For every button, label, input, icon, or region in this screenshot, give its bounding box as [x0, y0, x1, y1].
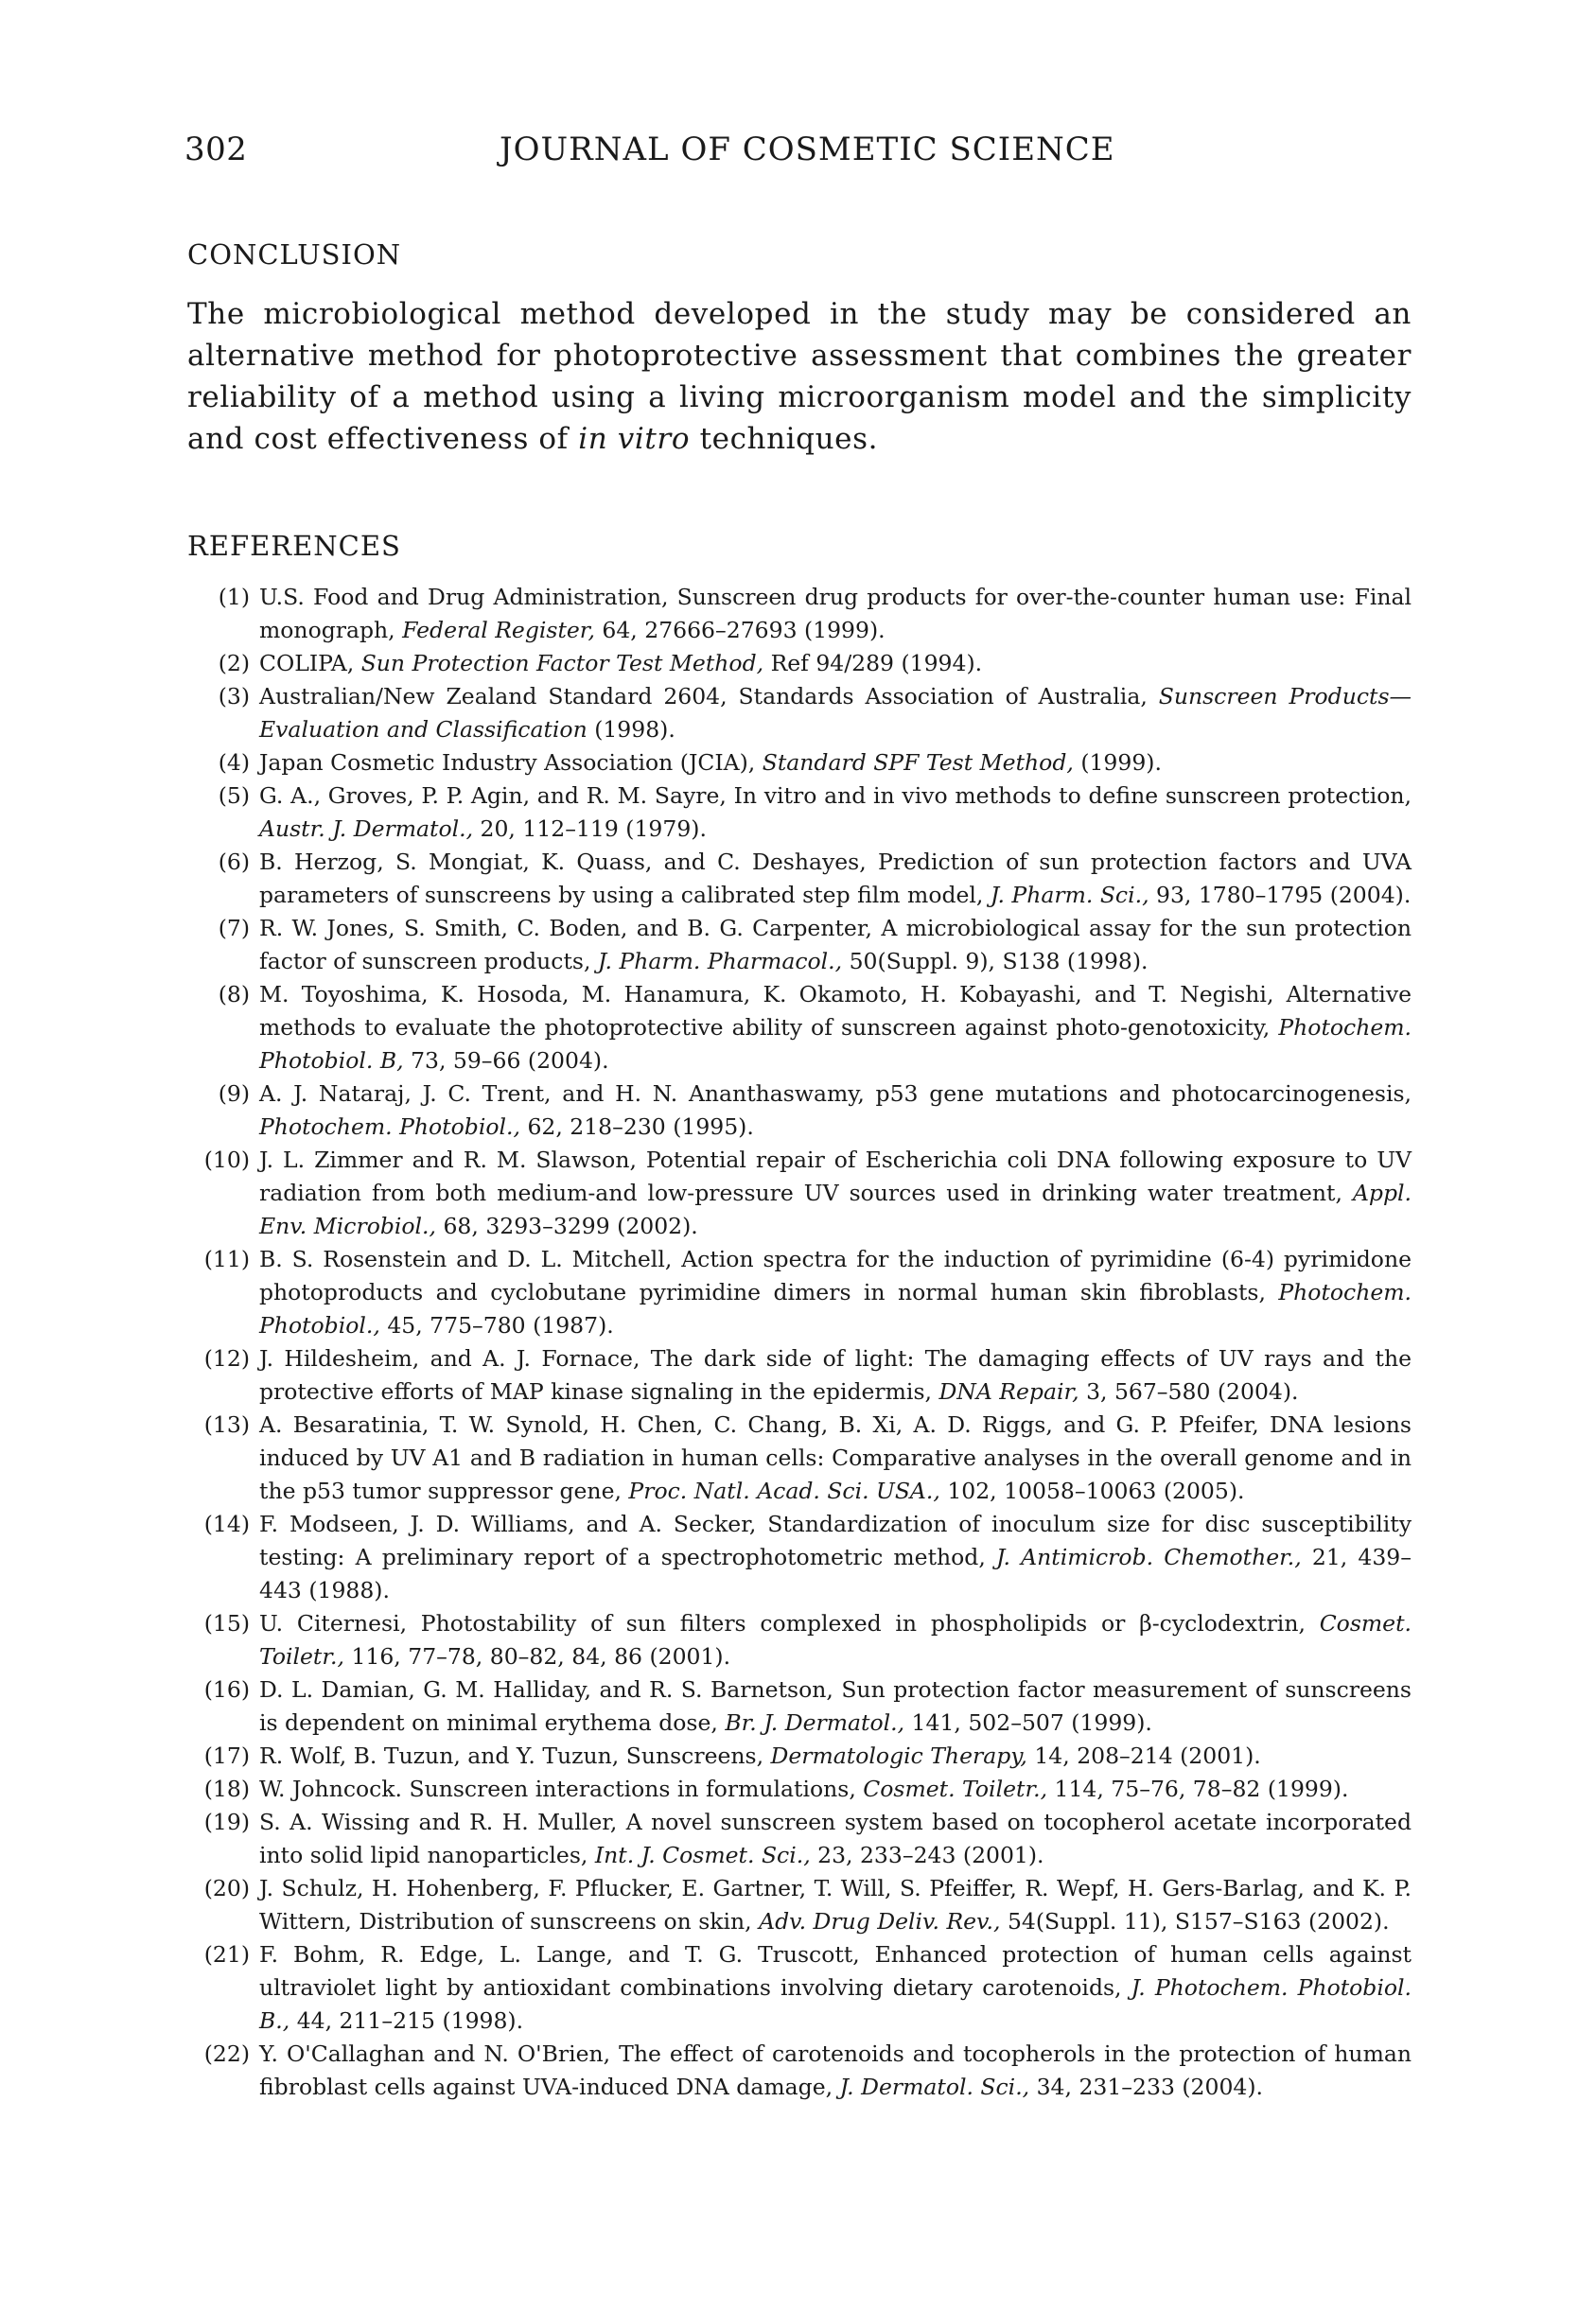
- reference-source: Int. J. Cosmet. Sci.,: [594, 1842, 811, 1868]
- reference-source: DNA Repair,: [938, 1378, 1079, 1405]
- reference-volume-pages: 141, 502–507 (1999).: [904, 1709, 1152, 1736]
- reference-number: (2): [218, 650, 250, 676]
- reference-source: Cosmet. Toiletr.,: [863, 1776, 1048, 1802]
- reference-item: [187, 1938, 1412, 2038]
- conclusion-section: [187, 238, 1412, 489]
- reference-number: (1): [218, 584, 250, 610]
- reference-item: [187, 912, 1412, 978]
- reference-text: Y. O'Callaghan and N. O'Brien, The effect of carotenoids and tocopherols in the protection of human fibroblast cells against UVA-induced DNA damage,: [259, 2041, 1412, 2100]
- reference-volume-pages: 44, 211–215 (1998).: [289, 2007, 524, 2034]
- reference-volume-pages: 62, 218–230 (1995).: [519, 1113, 754, 1140]
- reference-source: Sunscreen Products—Evaluation and Classification: [259, 683, 1412, 743]
- reference-volume-pages: 93, 1780–1795 (2004).: [1149, 882, 1412, 908]
- reference-number: (6): [218, 849, 250, 875]
- reference-number: (19): [203, 1809, 250, 1835]
- reference-number: (17): [203, 1743, 250, 1769]
- reference-text: J. Hildesheim, and A. J. Fornace, The dark side of light: The damaging effects of UV rays and the protective efforts of MAP kinase signaling in the epidermis,: [259, 1345, 1412, 1405]
- reference-number: (8): [218, 981, 250, 1007]
- reference-source: Standard SPF Test Method,: [762, 749, 1074, 776]
- reference-number: (3): [218, 683, 250, 709]
- reference-item: [187, 1409, 1412, 1508]
- reference-source: Cosmet. Toiletr.,: [259, 1610, 1412, 1670]
- reference-source: Photochem. Photobiol. B,: [259, 1014, 1412, 1074]
- reference-number: (14): [203, 1511, 250, 1537]
- reference-volume-pages: 20, 112–119 (1979).: [473, 815, 707, 842]
- reference-source: J. Pharm. Pharmacol.,: [597, 948, 843, 974]
- reference-text: S. A. Wissing and R. H. Muller, A novel sunscreen system based on tocopherol acetate incorporated into solid lipid nanoparticles,: [259, 1809, 1412, 1868]
- reference-item: [187, 846, 1412, 912]
- journal-title: JOURNAL OF COSMETIC SCIENCE: [500, 131, 1115, 168]
- reference-text: R. W. Jones, S. Smith, C. Boden, and B. G. Carpenter, A microbiological assay for the sun protection factor of sunscreen products,: [259, 915, 1412, 974]
- reference-source: Dermatologic Therapy,: [770, 1743, 1027, 1769]
- reference-source: Br. J. Dermatol.,: [725, 1709, 905, 1736]
- reference-volume-pages: (1998).: [587, 716, 675, 743]
- reference-volume-pages: (1999).: [1073, 749, 1162, 776]
- reference-text: J. L. Zimmer and R. M. Slawson, Potential repair of Escherichia coli DNA following exposure to UV radiation from both medium-and low-pressure UV sources used in drinking water treatment,: [259, 1147, 1412, 1206]
- reference-number: (20): [203, 1875, 250, 1901]
- reference-volume-pages: 21, 439–443 (1988).: [259, 1544, 1412, 1603]
- reference-item: [187, 1508, 1412, 1607]
- reference-source: J. Photochem. Photobiol. B.,: [259, 1974, 1412, 2034]
- reference-item: [187, 1872, 1412, 1938]
- reference-volume-pages: 50(Suppl. 9), S138 (1998).: [842, 948, 1149, 974]
- reference-number: (18): [203, 1776, 250, 1802]
- reference-volume-pages: Ref 94/289 (1994).: [763, 650, 983, 676]
- reference-item: [187, 647, 1412, 680]
- reference-text: COLIPA,: [259, 650, 361, 676]
- reference-source: Photochem. Photobiol.,: [259, 1113, 520, 1140]
- references-heading: REFERENCES: [187, 530, 401, 562]
- reference-source: J. Dermatol. Sci.,: [839, 2074, 1030, 2100]
- reference-text: G. A., Groves, P. P. Agin, and R. M. Sayre, In vitro and in vivo methods to define sunscreen protection,: [259, 782, 1412, 809]
- reference-text: R. Wolf, B. Tuzun, and Y. Tuzun, Sunscreens,: [259, 1743, 771, 1769]
- reference-volume-pages: 54(Suppl. 11), S157–S163 (2002).: [1000, 1908, 1390, 1935]
- reference-source: J. Antimicrob. Chemother.,: [995, 1544, 1302, 1570]
- reference-source: Photochem. Photobiol.,: [259, 1279, 1412, 1339]
- reference-volume-pages: 3, 567–580 (2004).: [1079, 1378, 1299, 1405]
- reference-source: Austr. J. Dermatol.,: [259, 815, 474, 842]
- reference-text: A. J. Nataraj, J. C. Trent, and H. N. Ananthaswamy, p53 gene mutations and photocarcinogenesis,: [259, 1080, 1412, 1107]
- reference-text: Japan Cosmetic Industry Association (JCIA),: [259, 749, 763, 776]
- reference-source: Appl. Env. Microbiol.,: [259, 1180, 1412, 1239]
- page-number: 302: [184, 131, 248, 168]
- reference-text: Australian/New Zealand Standard 2604, Standards Association of Australia,: [259, 683, 1159, 709]
- reference-volume-pages: 68, 3293–3299 (2002).: [436, 1213, 698, 1239]
- reference-number: (11): [203, 1246, 250, 1272]
- reference-text: U. Citernesi, Photostability of sun filters complexed in phospholipids or β-cyclodextrin,: [259, 1610, 1320, 1637]
- reference-text: A. Besaratinia, T. W. Synold, H. Chen, C. Chang, B. Xi, A. D. Riggs, and G. P. Pfeifer, DNA lesions induced by UV A1 and B radiation in human cells: Comparative analyses in the overall genome and in the p53 tumor suppressor gene,: [259, 1411, 1412, 1504]
- reference-text: M. Toyoshima, K. Hosoda, M. Hanamura, K. Okamoto, H. Kobayashi, and T. Negishi, Alternative methods to evaluate the photoprotective ability of sunscreen against photo-genotoxicity,: [259, 981, 1412, 1041]
- reference-number: (5): [218, 782, 250, 809]
- reference-text: B. S. Rosenstein and D. L. Mitchell, Action spectra for the induction of pyrimidine (6-4) pyrimidone photoproducts and cyclobutane pyrimidine dimers in normal human skin fibroblasts,: [259, 1246, 1412, 1305]
- conclusion-paragraph: [187, 293, 1412, 460]
- reference-number: (16): [203, 1676, 250, 1703]
- reference-item: [187, 1806, 1412, 1872]
- reference-item: [187, 1673, 1412, 1740]
- reference-source: Sun Protection Factor Test Method,: [360, 650, 764, 676]
- reference-text: J. Schulz, H. Hohenberg, F. Pflucker, E. Gartner, T. Will, S. Pfeiffer, R. Wepf, H. Gers-Barlag, and K. P. Wittern, Distribution of sunscreens on skin,: [259, 1875, 1412, 1935]
- reference-number: (22): [203, 2041, 250, 2067]
- reference-number: (15): [203, 1610, 250, 1637]
- reference-text: B. Herzog, S. Mongiat, K. Quass, and C. Deshayes, Prediction of sun protection factors and UVA parameters of sunscreens by using a calibrated step film model,: [259, 849, 1412, 908]
- conclusion-text-main: The microbiological method developed in the study may be considered an alternative method for photoprotective assessment that combines the greater reliability of a method using a living microorganism model and the simplicity and cost effectiveness of: [187, 297, 1412, 456]
- reference-item: [187, 1740, 1412, 1773]
- reference-item: [187, 680, 1412, 746]
- references-section: [187, 530, 1412, 2104]
- reference-number: (21): [203, 1941, 250, 1968]
- reference-number: (13): [203, 1411, 250, 1438]
- reference-text: F. Modseen, J. D. Williams, and A. Secker, Standardization of inoculum size for disc susceptibility testing: A preliminary report of a spectrophotometric method,: [259, 1511, 1412, 1570]
- reference-text: F. Bohm, R. Edge, L. Lange, and T. G. Truscott, Enhanced protection of human cells against ultraviolet light by antioxidant combinations involving dietary carotenoids,: [259, 1941, 1412, 2001]
- reference-volume-pages: 73, 59–66 (2004).: [403, 1047, 609, 1074]
- reference-volume-pages: 14, 208–214 (2001).: [1026, 1743, 1261, 1769]
- reference-volume-pages: 45, 775–780 (1987).: [379, 1312, 614, 1339]
- reference-volume-pages: 114, 75–76, 78–82 (1999).: [1047, 1776, 1349, 1802]
- reference-item: [187, 1607, 1412, 1673]
- reference-text: D. L. Damian, G. M. Halliday, and R. S. Barnetson, Sun protection factor measurement of sunscreens is dependent on minimal erythema dose,: [259, 1676, 1412, 1736]
- reference-volume-pages: 34, 231–233 (2004).: [1029, 2074, 1263, 2100]
- reference-volume-pages: 23, 233–243 (2001).: [810, 1842, 1044, 1868]
- reference-item: [187, 1342, 1412, 1409]
- reference-volume-pages: 116, 77–78, 80–82, 84, 86 (2001).: [343, 1643, 731, 1670]
- reference-source: J. Pharm. Sci.,: [990, 882, 1149, 908]
- reference-number: (4): [218, 749, 250, 776]
- reference-item: [187, 1243, 1412, 1342]
- reference-volume-pages: 102, 10058–10063 (2005).: [939, 1478, 1245, 1504]
- reference-number: (12): [203, 1345, 250, 1372]
- reference-item: [187, 1773, 1412, 1806]
- reference-item: [187, 978, 1412, 1077]
- reference-item: [187, 1144, 1412, 1243]
- reference-text: W. Johncock. Sunscreen interactions in formulations,: [259, 1776, 864, 1802]
- reference-source: Adv. Drug Deliv. Rev.,: [759, 1908, 1001, 1935]
- reference-source: Federal Register,: [402, 617, 595, 643]
- reference-number: (7): [218, 915, 250, 941]
- reference-source: Proc. Natl. Acad. Sci. USA.,: [628, 1478, 940, 1504]
- reference-item: [187, 581, 1412, 647]
- reference-number: (10): [203, 1147, 250, 1173]
- reference-text: U.S. Food and Drug Administration, Sunscreen drug products for over-the-counter human use: Final monograph,: [259, 584, 1412, 643]
- reference-list: [187, 581, 1412, 2104]
- conclusion-text-italic: in vitro: [578, 422, 691, 456]
- conclusion-text-end: techniques.: [690, 422, 879, 456]
- reference-item: [187, 1077, 1412, 1144]
- reference-item: [187, 746, 1412, 779]
- reference-number: (9): [218, 1080, 250, 1107]
- page-header: [184, 131, 1414, 168]
- conclusion-heading: CONCLUSION: [187, 238, 402, 271]
- reference-volume-pages: 64, 27666–27693 (1999).: [594, 617, 886, 643]
- reference-item: [187, 779, 1412, 846]
- reference-item: [187, 2038, 1412, 2104]
